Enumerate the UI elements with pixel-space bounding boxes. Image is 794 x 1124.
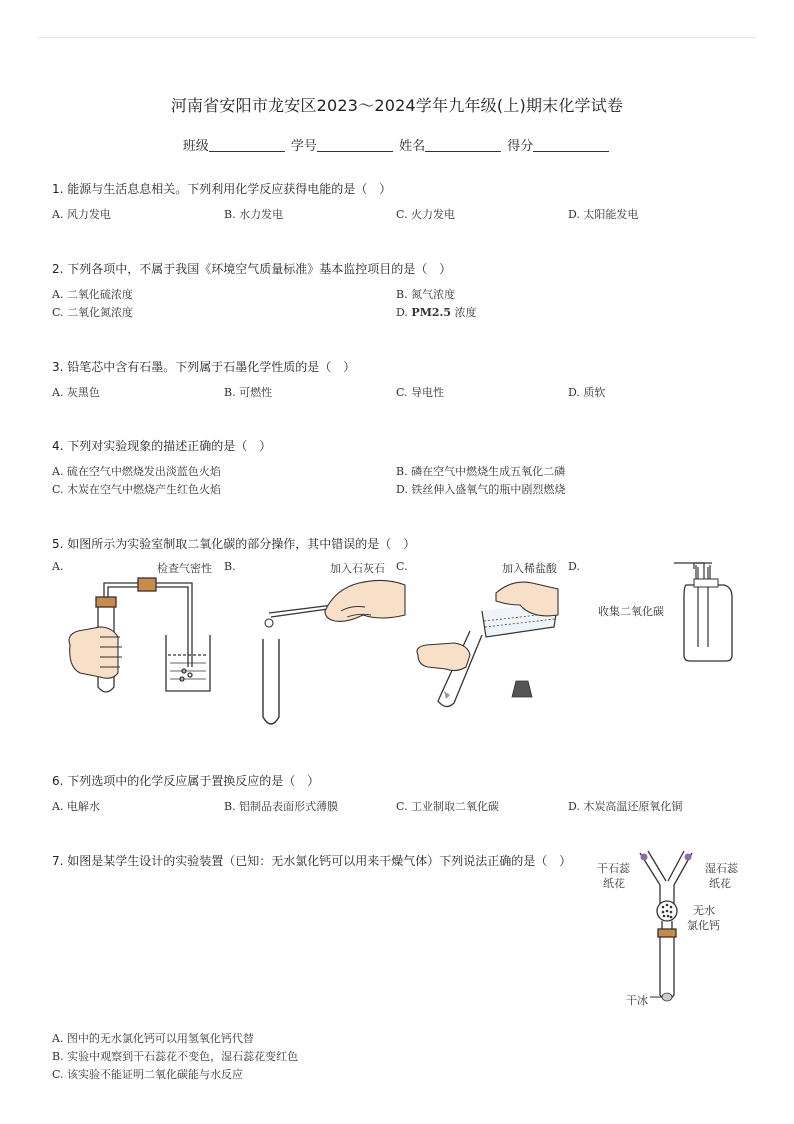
student-id-label: 学号 <box>290 139 317 154</box>
question-6-stem: 6. 下列选项中的化学反应属于置换反应的是（ ） <box>52 774 320 788</box>
fig-b-label: 加入石灰石 <box>330 562 385 575</box>
figure-a-airtightness <box>60 575 220 700</box>
q6-option-a[interactable]: A. 电解水 <box>52 800 100 813</box>
q3-option-c[interactable]: C. 导电性 <box>396 386 445 399</box>
fig-a-label: 检查气密性 <box>157 562 212 575</box>
student-id-blank[interactable] <box>317 139 393 152</box>
page-title: 河南省安阳市龙安区2023～2024学年九年级(上)期末化学试卷 <box>170 96 624 115</box>
figure-b-add-limestone <box>255 575 415 735</box>
q6-option-c[interactable]: C. 工业制取二氧化碳 <box>396 800 500 813</box>
q1-option-d[interactable]: D. 太阳能发电 <box>568 208 639 221</box>
fig-d-label: 收集二氧化碳 <box>598 605 664 618</box>
question-3-stem: 3. 铅笔芯中含有石墨。下列属于石墨化学性质的是（ ） <box>52 360 356 374</box>
question-4-stem: 4. 下列对实验现象的描述正确的是（ ） <box>52 439 272 453</box>
q7-option-b[interactable]: B. 实验中观察到干石蕊花不变色，湿石蕊花变红色 <box>52 1050 299 1063</box>
student-info-row <box>0 135 794 154</box>
class-label: 班级 <box>182 139 209 154</box>
q3-option-d[interactable]: D. 质软 <box>568 386 606 399</box>
fig7-cacl2-label-1: 无水 <box>693 904 715 917</box>
figure-q7-apparatus <box>630 845 710 1010</box>
score-blank[interactable] <box>533 139 609 152</box>
q2-option-d-suffix: 浓度 <box>451 306 477 319</box>
fig7-wet-litmus-label-1: 湿石蕊 <box>705 862 738 875</box>
figure-c-add-acid <box>412 575 572 715</box>
figure-d-collect-co2 <box>668 555 748 670</box>
fig7-cacl2-label-2: 氯化钙 <box>687 919 720 932</box>
q5-option-d[interactable]: D. <box>568 560 580 573</box>
header-divider <box>38 37 756 38</box>
q3-option-a[interactable]: A. 灰黑色 <box>52 386 100 399</box>
q1-option-b[interactable]: B. 水力发电 <box>224 208 284 221</box>
q2-option-d-pm25: PM2.5 <box>411 306 452 319</box>
q2-option-c[interactable]: C. 二氧化氮浓度 <box>52 306 134 319</box>
q5-option-a[interactable]: A. <box>52 560 64 573</box>
fig7-dry-ice-label: 干冰 <box>626 994 648 1007</box>
question-7-stem: 7. 如图是某学生设计的实验装置（已知：无水氯化钙可以用来干燥气体）下列说法正确的是（ ） <box>52 854 572 868</box>
question-5-stem: 5. 如图所示为实验室制取二氧化碳的部分操作，其中错误的是（ ） <box>52 537 416 551</box>
name-label: 姓名 <box>399 139 426 154</box>
q2-option-a[interactable]: A. 二氧化硫浓度 <box>52 288 133 301</box>
fig7-dry-litmus-label-1: 干石蕊 <box>597 862 630 875</box>
q1-option-c[interactable]: C. 火力发电 <box>396 208 456 221</box>
q1-option-a[interactable]: A. 风力发电 <box>52 208 111 221</box>
q6-option-d[interactable]: D. 木炭高温还原氧化铜 <box>568 800 683 813</box>
q6-option-b[interactable]: B. 铝制品表面形式薄膜 <box>224 800 339 813</box>
q4-option-d[interactable]: D. 铁丝伸入盛氧气的瓶中剧烈燃烧 <box>396 483 566 496</box>
q7-option-a[interactable]: A. 图中的无水氯化钙可以用氢氧化钙代替 <box>52 1032 254 1045</box>
question-1-stem: 1. 能源与生活息息相关。下列利用化学反应获得电能的是（ ） <box>52 182 392 196</box>
q3-option-b[interactable]: B. 可燃性 <box>224 386 273 399</box>
fig7-dry-litmus-label-2: 纸花 <box>603 877 625 890</box>
q2-option-b[interactable]: B. 氮气浓度 <box>396 288 456 301</box>
q4-option-c[interactable]: C. 木炭在空气中燃烧产生红色火焰 <box>52 483 222 496</box>
q7-option-c[interactable]: C. 该实验不能证明二氧化碳能与水反应 <box>52 1068 244 1081</box>
q5-option-c[interactable]: C. <box>396 560 408 573</box>
q4-option-a[interactable]: A. 硫在空气中燃烧发出淡蓝色火焰 <box>52 465 221 478</box>
fig7-wet-litmus-label-2: 纸花 <box>709 877 731 890</box>
q2-option-d[interactable] <box>396 304 477 320</box>
fig-c-label: 加入稀盐酸 <box>502 562 557 575</box>
q2-option-d-prefix: D. <box>396 306 412 319</box>
question-2-stem: 2. 下列各项中，不属于我国《环境空气质量标准》基本监控项目的是（ ） <box>52 262 452 276</box>
score-label: 得分 <box>507 139 534 154</box>
name-blank[interactable] <box>425 139 501 152</box>
q5-option-b[interactable]: B. <box>224 560 236 573</box>
class-blank[interactable] <box>209 139 285 152</box>
q4-option-b[interactable]: B. 磷在空气中燃烧生成五氧化二磷 <box>396 465 566 478</box>
